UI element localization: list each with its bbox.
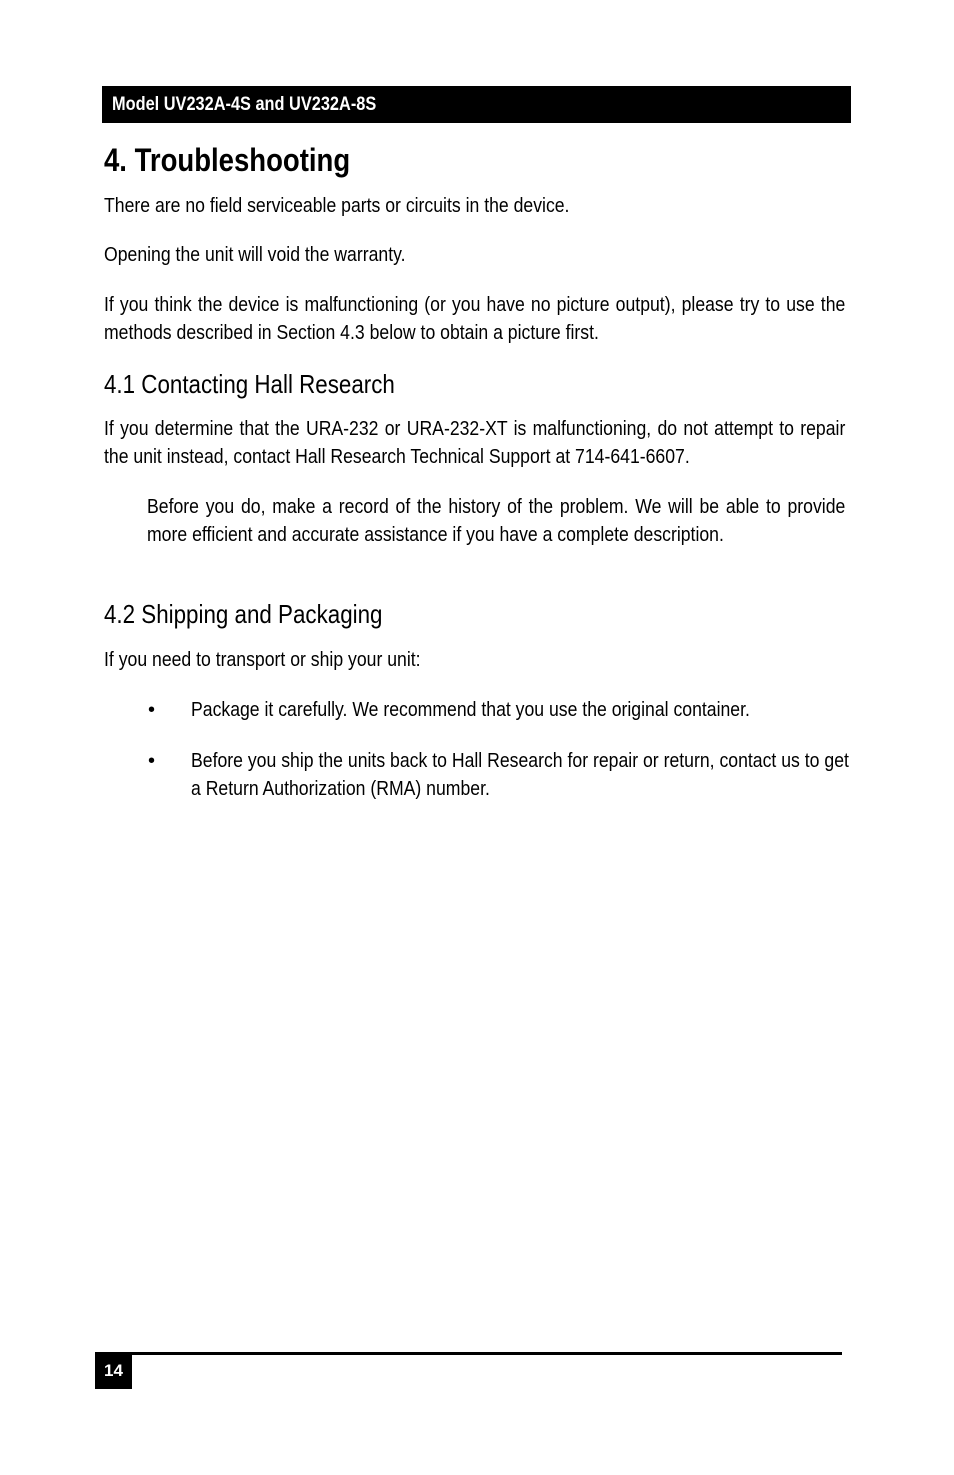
- contact-indented-note: Before you do, make a record of the history of the problem. We will be able to provide more efficient and accurate assistance if you have a complete description.: [147, 495, 846, 546]
- intro-paragraph-1: There are no field serviceable parts or circuits in the device.: [104, 194, 570, 217]
- footer-rule: [95, 1352, 842, 1355]
- list-item: • Package it carefully. We recommend that you use the original container.: [104, 696, 846, 724]
- header-bar: [102, 86, 851, 123]
- intro-paragraph-2: Opening the unit will void the warranty.: [104, 243, 406, 266]
- page-number: 14: [95, 1352, 132, 1389]
- bullet-icon: •: [148, 750, 156, 772]
- subsection-heading-contact: 4.1 Contacting Hall Research: [104, 369, 395, 399]
- list-item: • Before you ship the units back to Hall Research for repair or return, contact us to get a Return Authorization (RMA) number.: [148, 749, 849, 800]
- contact-paragraph: If you determine that the URA-232 or URA-232-XT is malfunctioning, do not attempt to repair the unit instead, contact Hall Research Technical Support at 714-641-6607.: [104, 417, 846, 468]
- subsection-heading-shipping: 4.2 Shipping and Packaging: [104, 599, 383, 629]
- section-heading: 4. Troubleshooting: [104, 142, 351, 178]
- bullet-icon: •: [148, 699, 156, 721]
- header-model-title: Model UV232A-4S and UV232A-8S: [112, 93, 377, 115]
- intro-paragraph-3: If you think the device is malfunctioning (or you have no picture output), please try to use the methods described in Section 4.3 below to obtain a picture first.: [104, 293, 846, 344]
- shipping-paragraph: If you need to transport or ship your unit:: [104, 648, 421, 671]
